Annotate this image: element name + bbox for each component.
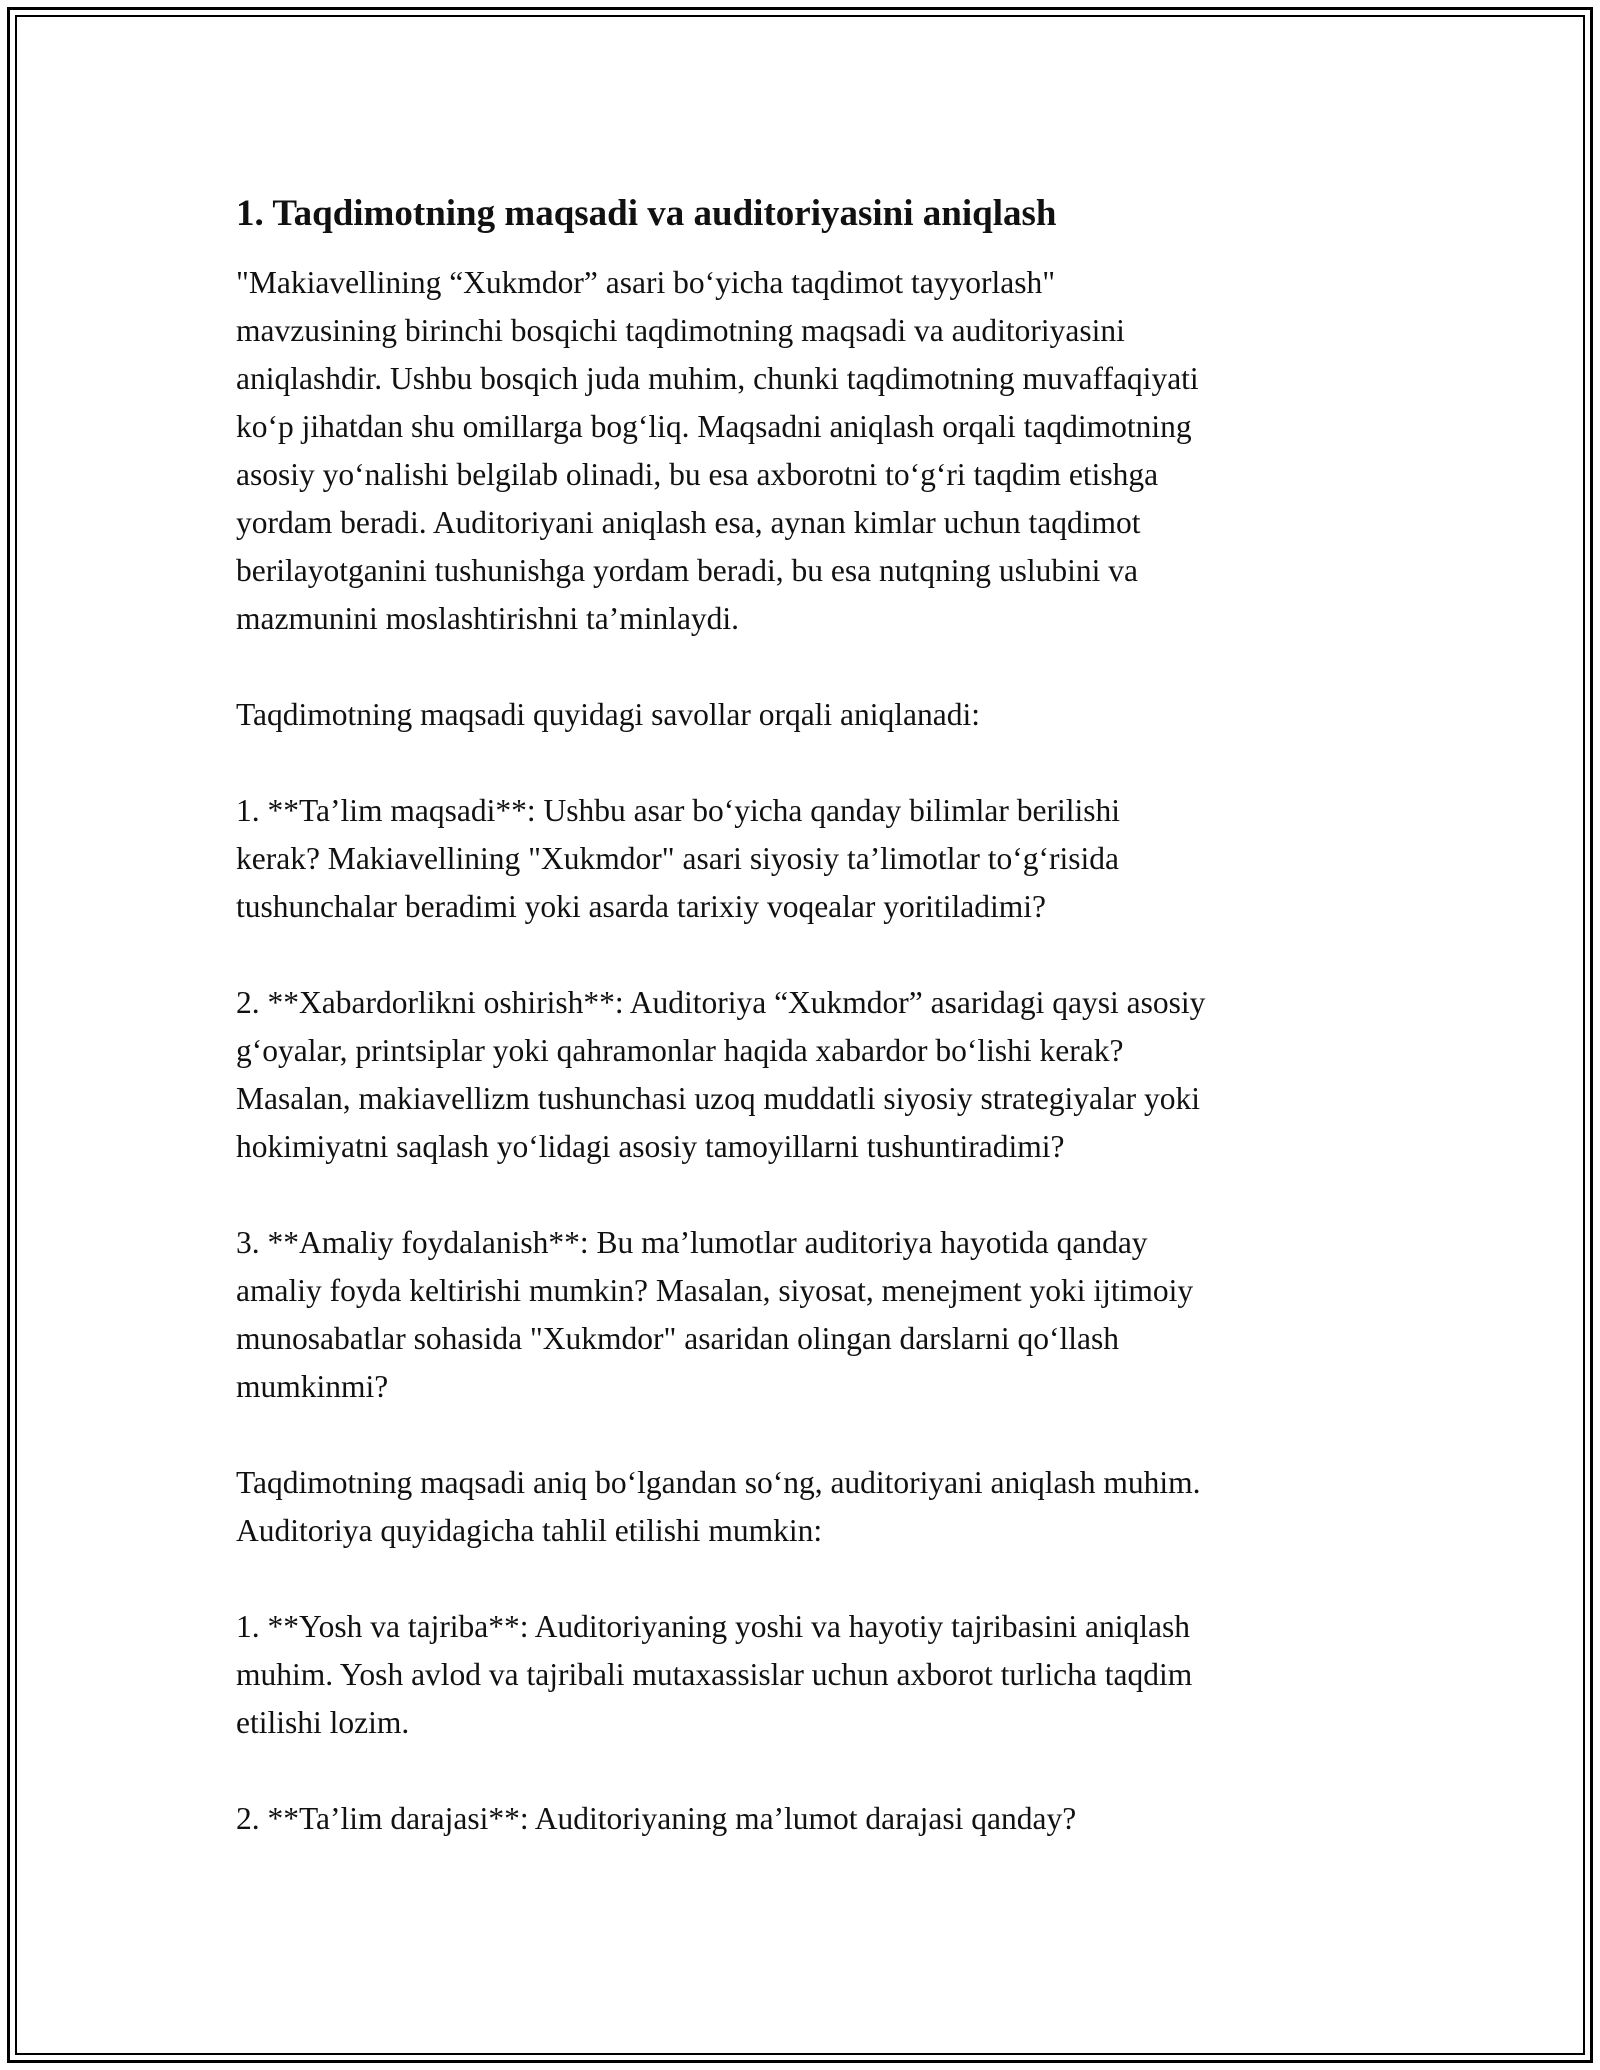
goal-item-awareness: 2. **Xabardorlikni oshirish**: Auditoriya “Xukmdor” asaridagi qaysi asosiy g‘oyalar, printsiplar yoki qahramonlar haqida xabardor bo‘lishi kerak? Masalan, makiavellizm tushunchasi uzoq muddatli siyosiy strategiyalar yoki hokimiyatni saqlash yo‘lidagi asosiy tamoyillarni tushuntiradimi? bbox=[236, 985, 1206, 1164]
document-body bbox=[236, 183, 1396, 1891]
audience-item-age-experience: 1. **Yosh va tajriba**: Auditoriyaning yoshi va hayotiy tajribasini aniqlash muhim. Yosh avlod va tajribali mutaxassislar uchun axborot turlicha taqdim etilishi lozim. bbox=[236, 1609, 1193, 1740]
intro-paragraph: "Makiavellining “Xukmdor” asari bo‘yicha taqdimot tayyorlash" mavzusining birinchi bosqichi taqdimotning maqsadi va auditoriyasini aniqlashdir. Ushbu bosqich juda muhim, chunki taqdimotning muvaffaqiyati ko‘p jihatdan shu omillarga bog‘liq. Maqsadni aniqlash orqali taqdimotning asosiy yo‘nalishi belgilab olinadi, bu esa axborotni to‘g‘ri taqdim etishga yordam beradi. Auditoriyani aniqlash esa, aynan kimlar uchun taqdimot berilayotganini tushunishga yordam beradi, bu esa nutqning uslubini va mazmunini moslashtirishni ta’minlaydi. bbox=[236, 265, 1199, 636]
goal-questions-intro: Taqdimotning maqsadi quyidagi savollar orqali aniqlanadi: bbox=[236, 697, 981, 732]
section-heading: 1. Taqdimotning maqsadi va auditoriyasini aniqlash bbox=[236, 193, 1057, 234]
goal-item-practical-use: 3. **Amaliy foydalanish**: Bu ma’lumotlar auditoriya hayotida qanday amaliy foyda keltirishi mumkin? Masalan, siyosat, menejment yoki ijtimoiy munosabatlar sohasida "Xukmdor" asaridan olingan darslarni qo‘llash mumkinmi? bbox=[236, 1225, 1194, 1404]
goal-item-education: 1. **Ta’lim maqsadi**: Ushbu asar bo‘yicha qanday bilimlar berilishi kerak? Makiavellining "Xukmdor" asari siyosiy ta’limotlar to‘g‘risida tushunchalar beradimi yoki asarda tarixiy voqealar yoritiladimi? bbox=[236, 793, 1120, 924]
audience-item-education-level: 2. **Ta’lim darajasi**: Auditoriyaning ma’lumot darajasi qanday? bbox=[236, 1801, 1077, 1836]
audience-intro: Taqdimotning maqsadi aniq bo‘lgandan so‘ng, auditoriyani aniqlash muhim. Auditoriya quyidagicha tahlil etilishi mumkin: bbox=[236, 1465, 1201, 1548]
